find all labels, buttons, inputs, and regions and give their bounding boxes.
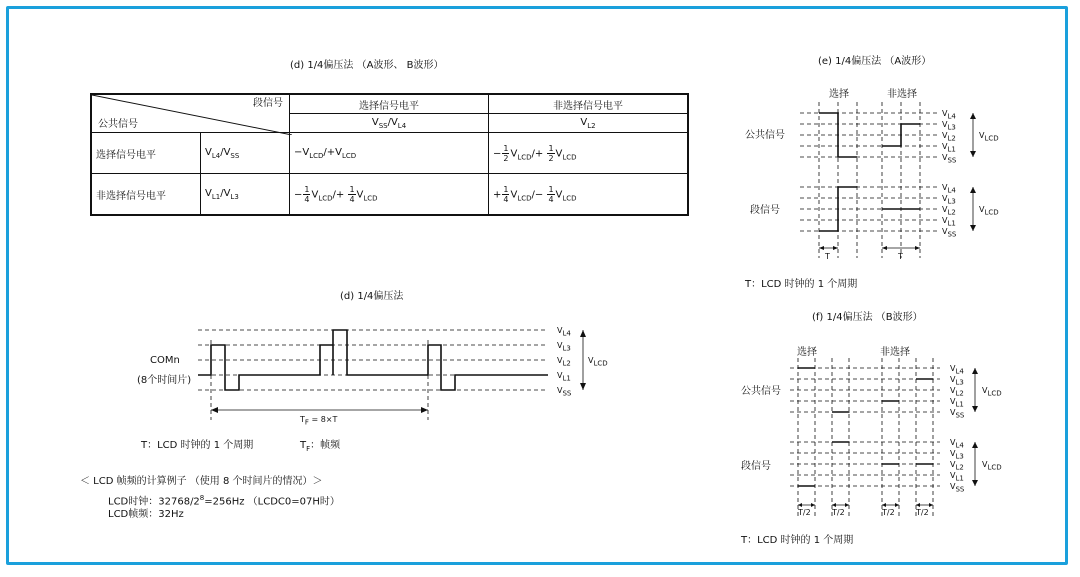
f-t2-3: T/2: [882, 508, 895, 517]
f-vss-b: $V_{SS}$: [950, 482, 965, 494]
e-vlcd-a: $V_{LCD}$: [979, 131, 999, 143]
f-vl2-b: $V_{L2}$: [950, 460, 964, 472]
e-select: 选择: [829, 89, 849, 100]
col-nonselect-sub: $V_{L2}$: [489, 114, 689, 133]
e-vl4-a: $V_{L4}$: [942, 109, 956, 121]
f-vl3-b: $V_{L3}$: [950, 449, 964, 461]
panel-d-title: (d) 1/4偏压法: [340, 291, 404, 302]
f-vlcd-a: $V_{LCD}$: [982, 386, 1002, 398]
example-clock: LCD时钟：$32768/2^8=256Hz$ （LCDC0=07H时）: [108, 494, 340, 508]
row1-nonselect: − $\frac{1}{2}$ $V_{LCD}/+$ $\frac{1}{2}$ $V_{LCD}$: [489, 133, 689, 174]
table-title: (d) 1/4偏压法 （A波形、 B波形）: [290, 60, 444, 71]
e-segment: 段信号: [750, 205, 780, 216]
f-vl4-a: $V_{L4}$: [950, 364, 964, 376]
com-sub: (8个时间片): [137, 375, 192, 386]
f-vss-a: $V_{SS}$: [950, 408, 965, 420]
example-freq: LCD帧频：32Hz: [108, 509, 184, 520]
legend-tf: $T_F$：帧频: [300, 440, 341, 453]
f-vl2-a: $V_{L2}$: [950, 386, 964, 398]
e-note: T：LCD 时钟的 1 个周期: [745, 279, 858, 290]
e-vl4-b: $V_{L4}$: [942, 183, 956, 195]
f-segment: 段信号: [741, 461, 771, 472]
f-t2-4: T/2: [916, 508, 929, 517]
row2-select: − $\frac{1}{4}$ $V_{LCD}/+$ $\frac{1}{4}$ $V_{LCD}$: [290, 174, 489, 216]
f-vl3-a: $V_{L3}$: [950, 375, 964, 387]
e-vlcd-b: $V_{LCD}$: [979, 205, 999, 217]
f-note: T：LCD 时钟的 1 个周期: [741, 535, 854, 546]
f-common: 公共信号: [741, 386, 781, 397]
e-common: 公共信号: [745, 130, 785, 141]
f-t2-2: T/2: [832, 508, 845, 517]
d-level-vss: $V_{SS}$: [557, 386, 572, 398]
e-nonselect: 非选择: [887, 89, 917, 100]
col-select-sub: $V_{SS}/V_{L4}$: [290, 114, 489, 133]
col-select: 选择信号电平: [290, 94, 489, 114]
d-level-vl4: $V_{L4}$: [557, 326, 571, 338]
f-vlcd-b: $V_{LCD}$: [982, 460, 1002, 472]
d-level-vl2: $V_{L2}$: [557, 356, 571, 368]
col-nonselect: 非选择信号电平: [489, 94, 689, 114]
d-level-vl3: $V_{L3}$: [557, 341, 571, 353]
com-label: COMn: [150, 355, 180, 366]
d-level-vl1: $V_{L1}$: [557, 371, 571, 383]
row2-nonselect: + $\frac{1}{4}$ $V_{LCD}/-$ $\frac{1}{4}$ $V_{LCD}$: [489, 174, 689, 216]
f-vl1-b: $V_{L1}$: [950, 471, 964, 483]
header-segment: 段信号: [253, 98, 283, 109]
f-vl1-a: $V_{L1}$: [950, 397, 964, 409]
e-vl1-a: $V_{L1}$: [942, 142, 956, 154]
f-t2-1: T/2: [798, 508, 811, 517]
header-common: 公共信号: [98, 119, 138, 130]
e-vl2-a: $V_{L2}$: [942, 131, 956, 143]
e-vl3-b: $V_{L3}$: [942, 194, 956, 206]
row1-select: $-V_{LCD}/+V_{LCD}$: [290, 133, 489, 174]
d-vlcd: $V_{LCD}$: [588, 356, 608, 368]
panel-e-title: (e) 1/4偏压法 （A波形）: [818, 56, 932, 67]
row1-levels: $V_{L4}/V_{SS}$: [201, 133, 290, 174]
e-vss-a: $V_{SS}$: [942, 153, 957, 165]
e-t-2: T: [898, 252, 903, 261]
example-title: ＜ LCD 帧频的计算例子 （使用 8 个时间片的情况）＞: [80, 476, 323, 487]
f-vl4-b: $V_{L4}$: [950, 438, 964, 450]
row1-label: 选择信号电平: [91, 133, 201, 174]
legend-t: T：LCD 时钟的 1 个周期: [141, 440, 254, 451]
e-vss-b: $V_{SS}$: [942, 227, 957, 239]
e-t-1: T: [825, 252, 830, 261]
f-select: 选择: [797, 347, 817, 358]
e-vl3-a: $V_{L3}$: [942, 120, 956, 132]
row2-label: 非选择信号电平: [91, 174, 201, 216]
panel-f-title: (f) 1/4偏压法 （B波形）: [812, 312, 923, 323]
e-vl1-b: $V_{L1}$: [942, 216, 956, 228]
tf-label: $T_F = 8\times T$: [300, 415, 338, 427]
f-nonselect: 非选择: [880, 347, 910, 358]
row2-levels: $V_{L1}/V_{L3}$: [201, 174, 290, 216]
e-vl2-b: $V_{L2}$: [942, 205, 956, 217]
